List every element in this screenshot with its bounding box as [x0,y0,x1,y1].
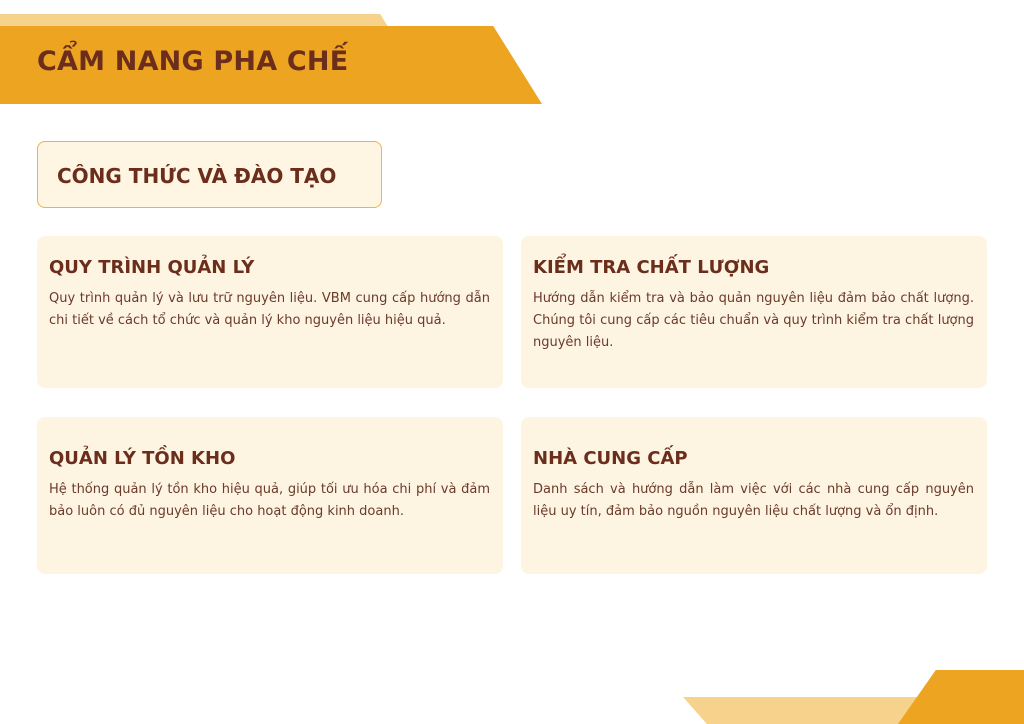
card-description: Hệ thống quản lý tồn kho hiệu quả, giúp tối ưu hóa chi phí và đảm bảo luôn có đủ nguyên liệu cho hoạt động kinh doanh. [49,482,490,519]
footer-decoration-block [898,670,1024,724]
section-title: CÔNG THỨC VÀ ĐÀO TẠO [57,164,337,188]
card-description: Quy trình quản lý và lưu trữ nguyên liệu. VBM cung cấp hướng dẫn chi tiết về cách tổ chức và quản lý kho nguyên liệu hiệu quả. [49,291,490,328]
card-kiem-tra-chat-luong [521,236,987,388]
card-title: NHÀ CUNG CẤP [533,448,688,469]
card-nha-cung-cap [521,417,987,574]
section-heading-box [37,141,382,208]
card-quan-ly-ton-kho [37,417,503,574]
card-title: KIỂM TRA CHẤT LƯỢNG [533,257,770,278]
card-title: QUẢN LÝ TỒN KHO [49,448,236,469]
card-quy-trinh-quan-ly [37,236,503,388]
card-description: Hướng dẫn kiểm tra và bảo quản nguyên liệu đảm bảo chất lượng. Chúng tôi cung cấp các tiêu chuẩn và quy trình kiểm tra chất lượng nguyên liệu. [533,291,974,350]
page-title: CẨM NANG PHA CHẾ [37,46,349,77]
card-title: QUY TRÌNH QUẢN LÝ [49,257,255,278]
card-description: Danh sách và hướng dẫn làm việc với các nhà cung cấp nguyên liệu uy tín, đảm bảo nguồn nguyên liệu chất lượng và ổn định. [533,482,974,519]
